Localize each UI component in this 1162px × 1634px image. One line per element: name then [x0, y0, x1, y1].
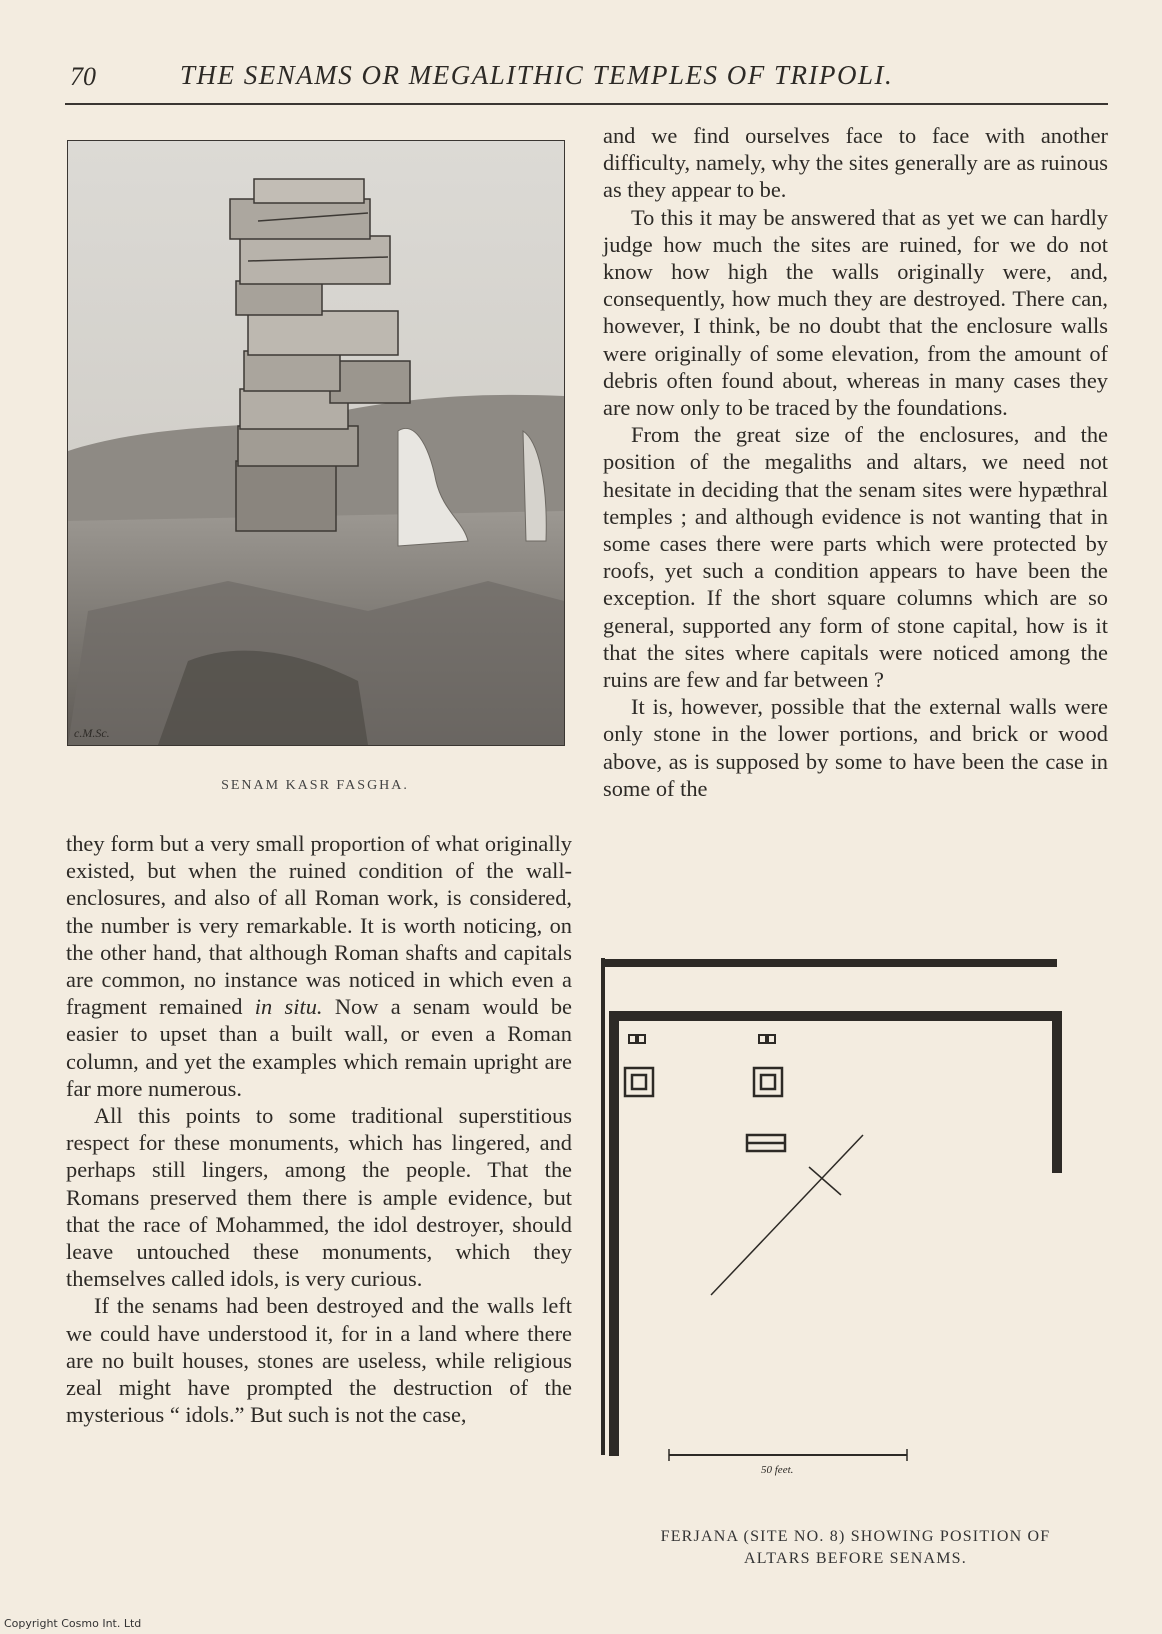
left-text-column: [66, 830, 572, 1428]
right-text-column: [603, 122, 1108, 802]
plan-caption-line-2: ALTARS BEFORE SENAMS.: [744, 1550, 967, 1567]
top-inner-wall: [609, 1011, 1061, 1021]
senam-pair-right: [759, 1035, 775, 1043]
ferjana-plan: [601, 955, 1106, 1510]
right-paragraph-1: and we find ourselves face to face with another difficulty, namely, why the sites generally are as ruinous as they appear to be.: [603, 123, 1108, 203]
fallen-stone: [747, 1135, 785, 1151]
left-paragraph-3: If the senams had been destroyed and the walls left we could have understood it, for in a land where there are no built houses, stones are useless, while religious zeal might have prompted the destruction of the mysterious “ idols.” But such is not the case,: [66, 1293, 572, 1428]
copyright-notice: Copyright Cosmo Int. Ltd: [4, 1617, 142, 1630]
photo-signature: c.M.Sc.: [74, 726, 110, 740]
plan-caption-line-1: FERJANA (SITE NO. 8) SHOWING POSITION OF: [660, 1528, 1051, 1545]
senam-photo-illustration: [68, 141, 564, 745]
senam-pair-left: [629, 1035, 645, 1043]
left-paragraph-1: they form but a very small proportion of what originally existed, but when the ruined condition of the wall-enclosures, and also of all Roman work, is considered, the number is very remarkable. It is worth noticing, on the other hand, that although Roman shafts and capitals are common, no instance was noticed in which even a fragment remained in situ. Now a senam would be easier to upset than a built wall, or even a Roman column, and yet the examples which remain upright are far more numerous.: [66, 831, 572, 1101]
plan-caption: [603, 1526, 1108, 1570]
top-outer-wall: [601, 959, 1057, 967]
running-title: THE SENAMS OR MEGALITHIC TEMPLES OF TRIPOLI.: [180, 60, 894, 90]
page-number: 70: [70, 62, 96, 91]
right-inner-wall: [1052, 1011, 1062, 1173]
right-paragraph-2: To this it may be answered that as yet we can hardly judge how much the sites are ruined, for we do not know how high the walls originally were, and, consequently, how much they are destroyed. There can, however, I think, be no doubt that the enclosure walls were originally of some elevation, from the amount of debris often found about, whereas in many cases they are now only to be traced by the foundations.: [603, 204, 1108, 421]
altar-left: [625, 1068, 653, 1096]
italic-phrase: in situ.: [254, 994, 323, 1020]
right-paragraph-4: It is, however, possible that the external walls were only stone in the lower portions, and brick or wood above, as is supposed by some to have been the case in some of the: [603, 694, 1108, 801]
header-rule: [65, 103, 1108, 105]
altar-right: [754, 1068, 782, 1096]
left-inner-wall: [609, 1011, 619, 1456]
bearing-cross: [809, 1167, 841, 1195]
site-plan-diagram: [601, 955, 1106, 1510]
photo-caption: SENAM KASR FASGHA.: [221, 778, 409, 793]
scale-label: 50 feet.: [761, 1464, 794, 1476]
bearing-line: [711, 1135, 863, 1295]
right-paragraph-3: From the great size of the enclosures, and the position of the megaliths and altars, we need not hesitate in deciding that the senam sites were hypæthral temples ; and although evidence is not wanting that in some cases there were parts which were protected by roofs, yet such a condition appears to have been the exception. If the short square columns which are so general, supported any form of stone capital, how is it that the sites where capitals were noticed among the ruins are few and far between ?: [603, 422, 1108, 693]
senam-photograph: [67, 140, 565, 746]
left-outer-wall: [601, 958, 605, 1455]
left-paragraph-2: All this points to some traditional superstitious respect for these monuments, which has lingered, and perhaps still lingers, among the people. That the Romans preserved them there is ample evidence, but that the race of Mohammed, the idol destroyer, should leave untouched these monuments, which they themselves called idols, is very curious.: [66, 1103, 572, 1292]
